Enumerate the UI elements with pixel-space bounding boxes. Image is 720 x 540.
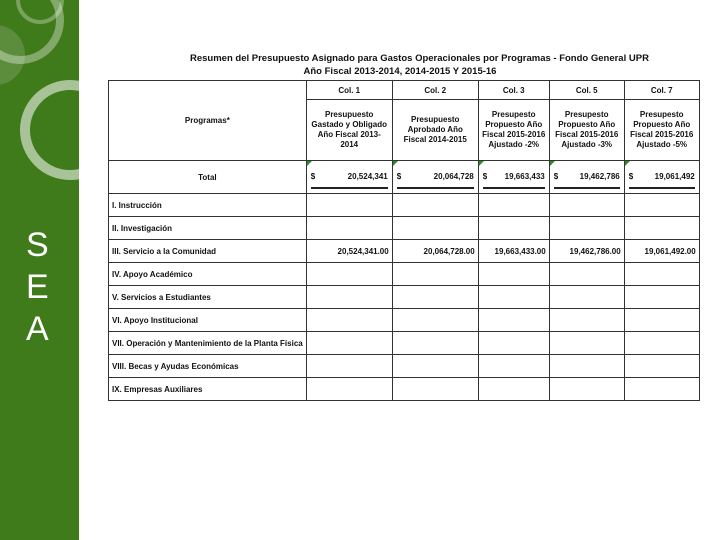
column-number: Col. 5	[549, 81, 624, 100]
program-value	[624, 355, 699, 378]
comment-marker-icon	[479, 161, 484, 166]
program-value	[306, 263, 392, 286]
program-value	[306, 217, 392, 240]
programs-header: Programas*	[109, 81, 307, 161]
program-value	[624, 332, 699, 355]
table-row	[109, 286, 700, 309]
side-letter: S	[26, 226, 49, 264]
column-number: Col. 3	[478, 81, 549, 100]
program-value	[306, 194, 392, 217]
program-value	[478, 286, 549, 309]
total-row	[109, 161, 700, 194]
program-value	[392, 263, 478, 286]
currency-symbol: $	[396, 172, 402, 181]
column-description: Presupesto Propuesto Año Fiscal 2015-2016 Ajustado -3%	[549, 100, 624, 161]
table-row	[109, 332, 700, 355]
program-value	[549, 378, 624, 401]
title-line-1: Resumen del Presupuesto Asignado para Gastos Operacionales por Programas - Fondo General UPR	[190, 53, 649, 64]
total-value: 19,462,786	[579, 172, 620, 181]
program-value	[306, 355, 392, 378]
total-value: 20,064,728	[433, 172, 474, 181]
side-letter: A	[26, 310, 49, 348]
program-value	[392, 217, 478, 240]
program-value	[392, 355, 478, 378]
table-row	[109, 240, 700, 263]
column-description: Presupesto Propuesto Año Fiscal 2015-2016 Ajustado -5%	[624, 100, 699, 161]
table-row	[109, 194, 700, 217]
program-value	[549, 286, 624, 309]
program-value	[549, 217, 624, 240]
side-letters	[26, 224, 66, 350]
column-number: Col. 2	[392, 81, 478, 100]
program-name: VI. Apoyo Institucional	[109, 309, 307, 332]
currency-symbol: $	[553, 172, 559, 181]
sidebar-band	[0, 0, 79, 540]
program-value	[478, 217, 549, 240]
program-value: 19,663,433.00	[478, 240, 549, 263]
program-value	[549, 263, 624, 286]
total-cell	[624, 161, 699, 194]
column-number-row	[109, 81, 700, 100]
side-letter: E	[26, 268, 49, 306]
table-row	[109, 263, 700, 286]
currency-symbol: $	[628, 172, 634, 181]
comment-marker-icon	[550, 161, 555, 166]
program-value	[478, 378, 549, 401]
program-name: IV. Apoyo Académico	[109, 263, 307, 286]
program-value	[478, 263, 549, 286]
total-cell	[478, 161, 549, 194]
program-name: III. Servicio a la Comunidad	[109, 240, 307, 263]
currency-symbol: $	[310, 172, 316, 181]
comment-marker-icon	[307, 161, 312, 166]
program-value	[624, 194, 699, 217]
program-value	[392, 309, 478, 332]
program-value	[478, 332, 549, 355]
column-number: Col. 7	[624, 81, 699, 100]
program-value	[306, 309, 392, 332]
budget-table	[108, 80, 700, 401]
program-value	[392, 194, 478, 217]
program-value	[549, 194, 624, 217]
program-value	[478, 194, 549, 217]
program-name: VIII. Becas y Ayudas Económicas	[109, 355, 307, 378]
comment-marker-icon	[625, 161, 630, 166]
program-value	[624, 378, 699, 401]
total-value: 19,061,492	[654, 172, 695, 181]
program-value	[392, 378, 478, 401]
program-value	[549, 332, 624, 355]
program-rows	[109, 194, 700, 401]
program-value: 20,064,728.00	[392, 240, 478, 263]
table-row	[109, 378, 700, 401]
program-value	[392, 286, 478, 309]
program-value	[306, 332, 392, 355]
program-value	[549, 309, 624, 332]
program-value	[624, 286, 699, 309]
program-name: II. Investigación	[109, 217, 307, 240]
total-value: 19,663,433	[504, 172, 545, 181]
program-name: V. Servicios a Estudiantes	[109, 286, 307, 309]
program-value	[549, 355, 624, 378]
program-value	[624, 309, 699, 332]
currency-symbol: $	[482, 172, 488, 181]
total-cell	[306, 161, 392, 194]
document-title	[190, 52, 649, 78]
title-line-2: Año Fiscal 2013-2014, 2014-2015 Y 2015-16	[303, 66, 497, 77]
column-description: Presupuesto Gastado y Obligado Año Fiscal 2013-2014	[306, 100, 392, 161]
comment-marker-icon	[393, 161, 398, 166]
program-value	[478, 309, 549, 332]
column-number: Col. 1	[306, 81, 392, 100]
program-value	[478, 355, 549, 378]
table-row	[109, 309, 700, 332]
total-label: Total	[109, 161, 307, 194]
program-name: I. Instrucción	[109, 194, 307, 217]
program-value	[306, 286, 392, 309]
total-cell	[549, 161, 624, 194]
program-name: VII. Operación y Mantenimiento de la Planta Física	[109, 332, 307, 355]
program-name: IX. Empresas Auxiliares	[109, 378, 307, 401]
program-value	[392, 332, 478, 355]
program-value	[624, 217, 699, 240]
program-value	[624, 263, 699, 286]
total-cell	[392, 161, 478, 194]
column-description: Presupesto Propuesto Año Fiscal 2015-2016 Ajustado -2%	[478, 100, 549, 161]
program-value: 19,462,786.00	[549, 240, 624, 263]
table-row	[109, 217, 700, 240]
program-value: 19,061,492.00	[624, 240, 699, 263]
program-value: 20,524,341.00	[306, 240, 392, 263]
table-row	[109, 355, 700, 378]
total-value: 20,524,341	[347, 172, 388, 181]
column-description: Presupuesto Aprobado Año Fiscal 2014-2015	[392, 100, 478, 161]
program-value	[306, 378, 392, 401]
